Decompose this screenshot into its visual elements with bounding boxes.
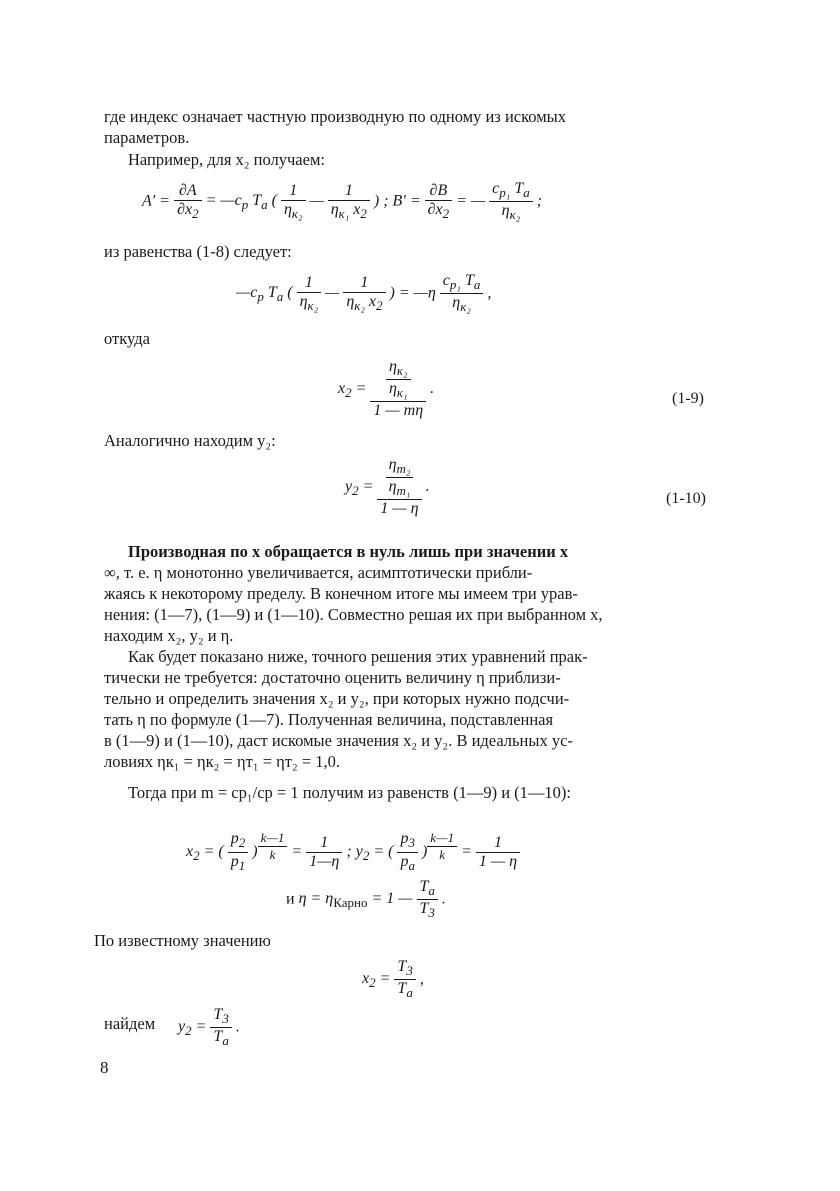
equation-from-1-8: $—c_p$ $T_a$ ( $\frac{1}{\eta_{к_2}}$ — $\frac{1}{\eta_{к_2} x_2}$ ) = —η $\frac{c_{p_1} T_a}{\eta_{к_2}}$ , (236, 272, 492, 315)
text-line-20: найдем (104, 1014, 156, 1033)
text-line-8: ∞, т. е. η монотонно увеличивается, асимптотически прибли- (104, 563, 533, 582)
text-line-2: параметров. (104, 128, 190, 147)
text-line-1: где индекс означает частную производную по одному из искомых (104, 107, 566, 126)
equation-x2-y2: $x_2$ = ( $\frac{p_2}{p_1}$ ) $^{\frac{k—1}{k}}$ = $\frac{1}{1—\eta}$ ; $y_2$ = ( $\frac{p_3}{p_a}$ ) $^{\frac{k—1}{k}}$ = $\frac{1}{1 — \eta}$ (186, 830, 520, 874)
text-line-17: ловиях ηк₁ = ηк₂ = ηт₁ = ηт₂ = 1,0. (104, 752, 341, 771)
text-line-16: в (1—9) и (1—10), даст искомые значения x₂ и y₂. В идеальных ус- (104, 731, 573, 750)
text-line-10: нения: (1—7), (1—9) и (1—10). Совместно решая их при выбранном x, (104, 605, 603, 624)
page-number: 8 (100, 1058, 109, 1077)
text-line-13: тически не требуется: достаточно оценить величину η приблизи- (104, 668, 561, 687)
text-line-12: Как будет показано ниже, точного решения этих уравнений прак- (128, 647, 588, 666)
equation-eta-carnot: и $\eta = \eta_{Карно} = 1$ — $\frac{T_a}{T_3}$ . (286, 878, 446, 921)
equation-1-10: $y_2$ = $\frac{\frac{\eta_{т_2}}{\eta_{т_1}}}{1 — \eta}$ . (345, 456, 430, 518)
text-line-14: тельно и определить значения x₂ и y₂, при которых нужно подсчи- (104, 689, 570, 708)
text-line-18: Тогда при m = cp₁/cp = 1 получим из равенств (1—9) и (1—10): (128, 783, 571, 802)
text-line-5: откуда (104, 329, 150, 348)
equation-a-prime-b-prime: A′ = $\frac{\partial A}{\partial x_2}$ = $—c_p$ $T_a$ ( $\frac{1}{\eta_{к_2}}$ — $\frac{1}{\eta_{к_1} x_2}$ ) ; B′ = $\frac{\partial B}{\partial x_2}$ = — $\frac{c_{p_1} T_a}{\eta_{к_2}}$ ; (142, 180, 543, 223)
text-line-15: тать η по формуле (1—7). Полученная величина, подставленная (104, 710, 554, 729)
text-line-9: жаясь к некоторому пределу. В конечном итоге мы имеем три урав- (104, 584, 578, 603)
text-line-7: Производная по x обращается в нуль лишь при значении x (128, 542, 569, 561)
text-line-4: из равенства (1-8) следует: (104, 242, 292, 261)
equation-y2-temperature: $y_2$ = $\frac{T_3}{T_a}$ . (178, 1006, 240, 1049)
text-line-11: находим x₂, y₂ и η. (104, 626, 234, 645)
text-line-6: Аналогично находим y₂: (104, 431, 276, 450)
equation-1-9: $x_2$ = $\frac{\frac{\eta_{к_2}}{\eta_{к_1}}}{1 — m\eta}$ . (338, 358, 435, 420)
equation-number-1-9: (1-9) (672, 390, 704, 407)
equation-number-1-10: (1-10) (666, 490, 706, 507)
text-line-19: По известному значению (94, 931, 271, 950)
text-line-3: Например, для x₂ получаем: (128, 150, 325, 169)
equation-x2-temperature: $x_2$ = $\frac{T_3}{T_a}$ , (362, 958, 424, 1001)
